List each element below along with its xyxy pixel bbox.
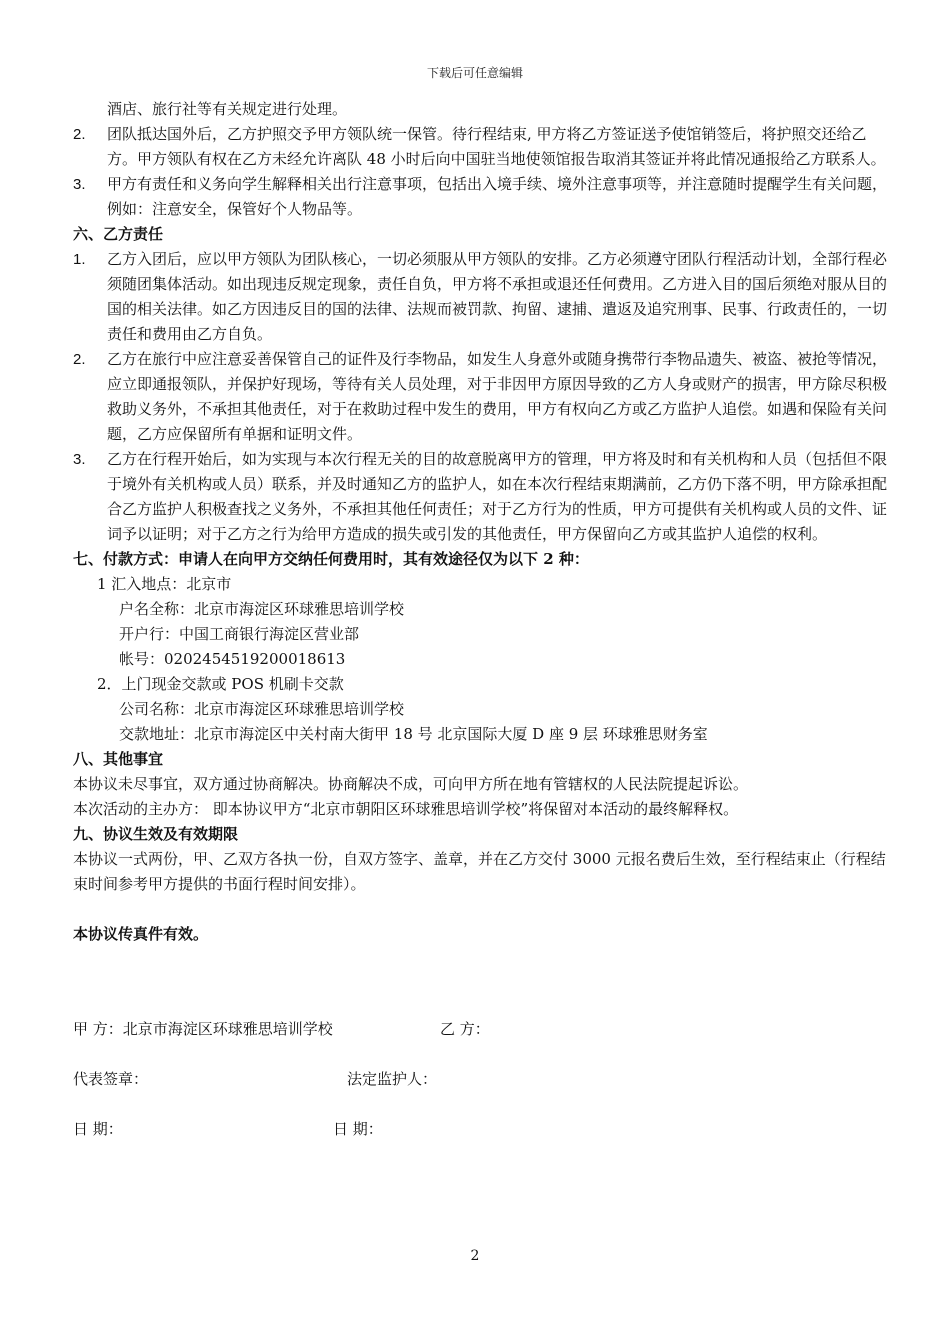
section8-line: 本次活动的主办方： 即本协议甲方“北京市朝阳区环球雅思培训学校”将保留对本活动的最终解释权。 [73,800,739,818]
section5-item-2 [73,122,895,172]
page-header: 下载后可任意编辑 [426,66,523,80]
item-text: 甲方有责任和义务向学生解释相关出行注意事项，包括出入境手续、境外注意事项等，并注意随时提醒学生有关问题，例如：注意安全，保管好个人物品等。 [107,175,888,218]
section8-heading: 八、其他事宜 [73,750,164,768]
page-number: 2 [470,1248,480,1264]
payment-method-2-title: 2．上门现金交款或 POS 机刷卡交款 [97,675,344,693]
payment-method-1-title: 1 汇入地点：北京市 [97,575,232,593]
bank-name: 开户行：中国工商银行海淀区营业部 [119,625,360,643]
section5-continuation: 酒店、旅行社等有关规定进行处理。 [107,100,348,118]
document-body [73,97,895,947]
item-text: 乙方在旅行中应注意妥善保管自己的证件及行李物品，如发生人身意外或随身携带行李物品遗失、被盗、被抢等情况，应立即通报领队，并保护好现场，等待有关人员处理，对于非因甲方原因导致的乙方人身或财产的损害，甲方除尽积极救助义务外，不承担其他责任，对于在救助过程中发生的费用，甲方有权向乙方或乙方监护人追偿。如遇和保险有关问题，乙方应保留所有单据和证明文件。 [107,350,888,443]
item-number: 1. [73,251,86,268]
company-name: 公司名称：北京市海淀区环球雅思培训学校 [119,700,405,718]
item-number: 2. [73,351,86,368]
item-text: 乙方在行程开始后，如为实现与本次行程无关的目的故意脱离甲方的管理，甲方将及时和有关机构和人员（包括但不限于境外有关机构或人员）联系，并及时通知乙方的监护人，如在本次行程结束期满前，乙方仍下落不明，甲方除承担配合乙方监护人积极查找之义务外，不承担其他任何责任；对于乙方行为的性质，甲方可提供有关机构或人员的文件、证词予以证明；对于乙方之行为给甲方造成的损失或引发的其他责任，甲方保留向乙方或其监护人追偿的权利。 [107,450,888,543]
section5-item-3 [73,172,895,222]
section6-item-2 [73,347,895,447]
section9-heading: 九、协议生效及有效期限 [73,825,239,843]
date-a-label: 日 期： [73,1120,123,1138]
account-number: 帐号：0202454519200018613 [119,650,346,668]
section9-text: 本协议一式两份，甲、乙双方各执一份，自双方签字、盖章，并在乙方交付 3000 元报名费后生效，至行程结束止（行程结束时间参考甲方提供的书面行程时间安排）。 [73,850,886,893]
date-b-label: 日 期： [333,1120,383,1138]
section8-line: 本协议未尽事宜，双方通过协商解决。协商解决不成，可向甲方所在地有管辖权的人民法院提起诉讼。 [73,775,749,793]
party-b-label: 乙 方： [440,1020,490,1038]
item-number: 2. [73,126,86,143]
account-name: 户名全称：北京市海淀区环球雅思培训学校 [119,600,405,618]
guardian-label: 法定监护人： [347,1070,438,1088]
item-text: 乙方入团后，应以甲方领队为团队核心，一切必须服从甲方领队的安排。乙方必须遵守团队行程活动计划，全部行程必须随团集体活动。如出现违反规定现象，责任自负，甲方将不承担或退还任何费用。乙方进入目的国后须绝对服从目的国的相关法律。如乙方因违反目的国的法律、法规而被罚款、拘留、逮捕、遣返及追究刑事、民事、行政责任的，一切责任和费用由乙方自负。 [107,250,888,343]
party-a-label: 甲 方：北京市海淀区环球雅思培训学校 [73,1020,333,1038]
item-number: 3. [73,451,86,468]
payment-address: 交款地址：北京市海淀区中关村南大街甲 18 号 北京国际大厦 D 座 9 层 环球雅思财务室 [119,725,708,743]
section6-heading: 六、乙方责任 [73,225,164,243]
section6-item-3 [73,447,895,547]
fax-validity-note: 本协议传真件有效。 [73,925,209,943]
item-number: 3. [73,176,86,193]
section7-heading: 七、付款方式：申请人在向甲方交纳任何费用时，其有效途径仅为以下 2 种： [73,550,589,568]
item-text: 团队抵达国外后，乙方护照交予甲方领队统一保管。待行程结束, 甲方将乙方签证送予使馆销签后，将护照交还给乙方。甲方领队有权在乙方未经允许离队 48 小时后向中国驻当地使领馆报告取消其签证并将此情况通报给乙方联系人。 [107,125,886,168]
section6-item-1 [73,247,895,347]
representative-signature-label: 代表签章： [73,1070,149,1088]
